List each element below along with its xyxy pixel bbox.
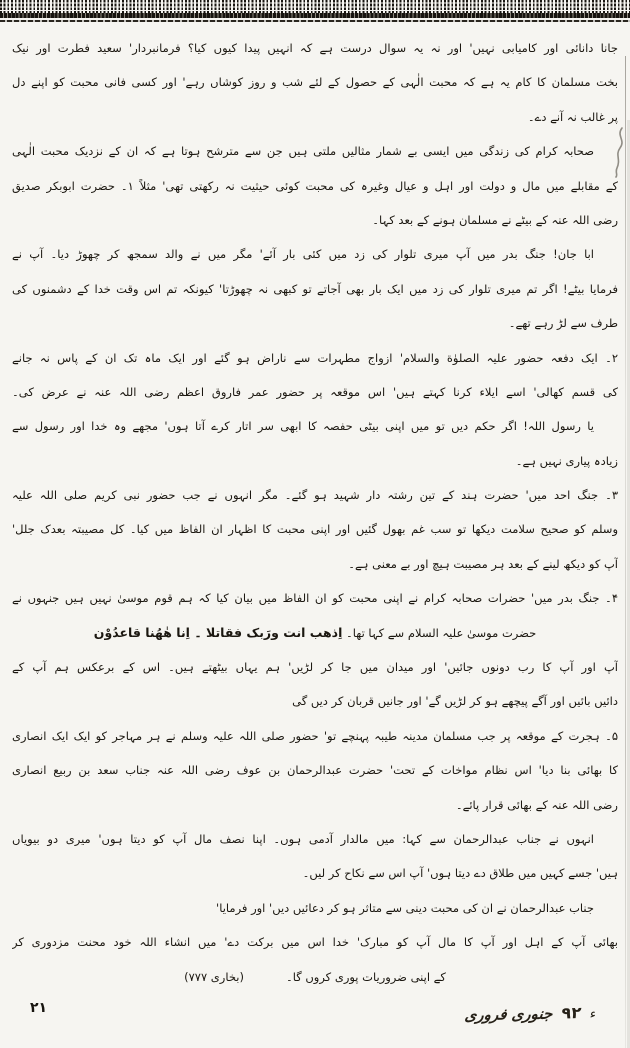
text-segment: کے اپنی ضروریات پوری کروں گا۔	[285, 969, 446, 984]
text-segment: انہوں نے جناب عبدالرحمان سے کہا: میں مالدار آدمی ہوں۔ اپنا نصف مال آپ کو دیتا ہوں' میری دو بیویاں	[12, 831, 594, 846]
text-segment: بھائی آپ کے اہل اور آپ کا مال آپ کو مبارک' خدا اس میں برکت دے' میں انشاء اللہ خود محنت مزدوری کر	[12, 935, 618, 950]
text-line	[12, 272, 618, 306]
text-line	[12, 753, 618, 787]
text-segment: ہیں' جسے کہیں میں طلاق دے دیتا ہوں' آپ اس سے نکاح کر لیں۔	[302, 866, 618, 881]
text-line	[12, 444, 618, 478]
top-halftone-border	[0, 0, 630, 13]
text-line	[12, 719, 618, 753]
text-line	[12, 891, 618, 925]
text-segment: بخت مسلمان کا کام یہ ہے کہ محبت الٰہی کے حصول کے لئے شب و روز کوشاں رہے' اور کسی فانی محبت کو اپنے دل	[12, 75, 618, 90]
text-line	[12, 822, 618, 856]
text-line	[12, 375, 618, 409]
text-segment: طرف سے لڑ رہے تھے۔	[508, 316, 618, 331]
text-segment: ۲۔ ایک دفعہ حضور علیہ الصلوٰة والسلام' ازواج مطہرات سے ناراض ہو گئے اور ایک ماہ تک ان کے پاس نہ جانے	[12, 350, 618, 365]
text-line	[12, 478, 618, 512]
top-border-dotted-line	[0, 20, 630, 22]
text-line	[12, 650, 618, 684]
text-segment: زیادہ پیاری نہیں ہے۔	[515, 453, 618, 468]
text-segment: رضی اللہ عنہ کے بھائی قرار پائے۔	[455, 797, 618, 812]
text-segment: حضرت موسیٰ علیہ السلام سے کہا تھا۔	[342, 625, 537, 640]
footer-issue-year: ۹۲	[560, 1003, 582, 1023]
text-line	[12, 960, 618, 994]
text-line	[12, 581, 618, 615]
footer-issue-months: جنوری فروری	[463, 1004, 554, 1025]
text-line	[12, 616, 618, 650]
text-line	[12, 856, 618, 890]
text-segment: جناب عبدالرحمان نے ان کی محبت دینی سے متاثر ہو کر دعائیں دیں' اور فرمایا'	[216, 900, 594, 915]
text-segment: جانا دانائی اور کامیابی نہیں' اور نہ یہ سوال درست ہے کہ انہیں پیدا کیوں کیا؟ فرمانبردار' سعید فطرت اور نیک	[12, 41, 618, 55]
text-segment: ۳۔ جنگ احد میں' حضرت ہند کے تین رشتہ دار شہید ہو گئے۔ مگر انہوں نے جب حضور نبی کریم صلی اللہ علیہ	[12, 488, 618, 503]
text-segment: کا بھائی بنا دیا' اس نظام مواخات کے تحت' حضرت عبدالرحمان بن عوف رضی اللہ عنہ جناب سعد بن ربیع انصاری	[12, 763, 618, 778]
text-line	[12, 684, 618, 718]
text-segment: پر غالب نہ آنے دے۔	[527, 109, 618, 124]
text-segment: دائیں بائیں اور آگے پیچھے ہو کر لڑیں گے' اور جانیں قربان کر دیں گی	[292, 694, 618, 709]
text-line	[12, 169, 618, 203]
text-line	[12, 925, 618, 959]
text-line	[12, 306, 618, 340]
text-line	[12, 788, 618, 822]
text-segment: یا رسول اللہ! اگر حکم دیں تو میں اپنی بیٹی حفصہ کا ابھی سر اتار کرے آتا ہوں' مجھے وہ خدا اور رسول سے	[12, 419, 594, 434]
text-line	[12, 134, 618, 168]
text-segment: کی قسم کھالی' اسے ایلاء کرنا کہتے ہیں' اس موقعہ پر حضور عمر فاروق اعظم رضی اللہ عنہ نے عرض کی۔	[12, 384, 618, 399]
footer-page-number: ۲۱	[30, 1000, 48, 1016]
text-segment: وسلم کو صحیح سلامت دیکھا تو سب غم بھول گئیں اور اپنی محبت کا اظہار ان الفاظ میں کیا۔ کل مصیبتہ بعدک جلل'	[12, 522, 618, 537]
text-column	[12, 31, 618, 994]
text-line	[12, 237, 618, 271]
footer-issue-date	[464, 1003, 597, 1024]
text-line	[12, 203, 618, 237]
hadith-citation: (بخاری ۷۷۷)	[184, 969, 244, 984]
text-segment: آپ کو دیکھ لینے کے بعد ہر مصیبت ہیچ اور بے معنی ہے۔	[348, 556, 618, 571]
text-line	[12, 100, 618, 134]
scan-crease-line	[625, 56, 627, 1048]
text-segment: صحابہ کرام کی زندگی میں ایسی بے شمار مثالیں ملتی ہیں جن سے مترشح ہوتا ہے کہ ان کے نزدیک محبت الٰہی	[12, 144, 594, 159]
text-line	[12, 65, 618, 99]
arabic-quote-bold: اِذھب انت ورَبک فقاتلا ۔ اِنا ھٰھُنا قاعدُوْن	[93, 624, 343, 640]
text-segment: کے مقابلے میں مال و دولت اور اہل و عیال وغیرہ کی محبت کوئی حیثیت نہ رکھتی تھی' مثلاً ۱۔ حضرت ابوبکر صدیق	[12, 178, 618, 193]
text-line	[12, 341, 618, 375]
text-line	[12, 547, 618, 581]
text-segment: فرمایا بیٹے! اگر تم میری تلوار کی زد میں ایک بار بھی آجاتے تو کبھی نہ چھوڑتا' کیونکہ تم اس وقت خدا کے دشمنوں کی	[12, 281, 618, 296]
text-line	[12, 409, 618, 443]
top-border-dark-band	[0, 13, 630, 18]
footer-issue-era-mark: ء	[588, 1006, 597, 1022]
text-line	[12, 31, 618, 65]
text-segment: ۵۔ ہجرت کے موقعہ پر جب مسلمان مدینہ طیبہ پہنچے تو' حضور صلی اللہ علیہ وسلم نے ہر مہاجر کو ایک ایک انصاری	[12, 728, 618, 743]
text-segment: رضی اللہ عنہ کے بیٹے نے مسلمان ہونے کے بعد کہا۔	[372, 212, 618, 227]
text-segment: آپ اور آپ کا رب دونوں جائیں' اور میدان میں جا کر لڑیں' ہم یہاں بیٹھتے ہیں۔ اس کے برعکس ہم آپ کے	[12, 660, 618, 675]
text-segment: ۴۔ جنگ بدر میں' حضرات صحابہ کرام نے اپنی محبت کو ان الفاظ میں بیان کیا کہ ہم قوم موسیٰ نہیں ہیں جنہوں نے	[12, 591, 618, 606]
text-segment: ابا جان! جنگ بدر میں آپ میری تلوار کی زد میں کئی بار آئے' مگر میں نے والد سمجھ کر چھوڑ دیا۔ آپ نے	[12, 247, 594, 262]
scan-artifact-mark	[606, 126, 628, 178]
text-line	[12, 512, 618, 546]
